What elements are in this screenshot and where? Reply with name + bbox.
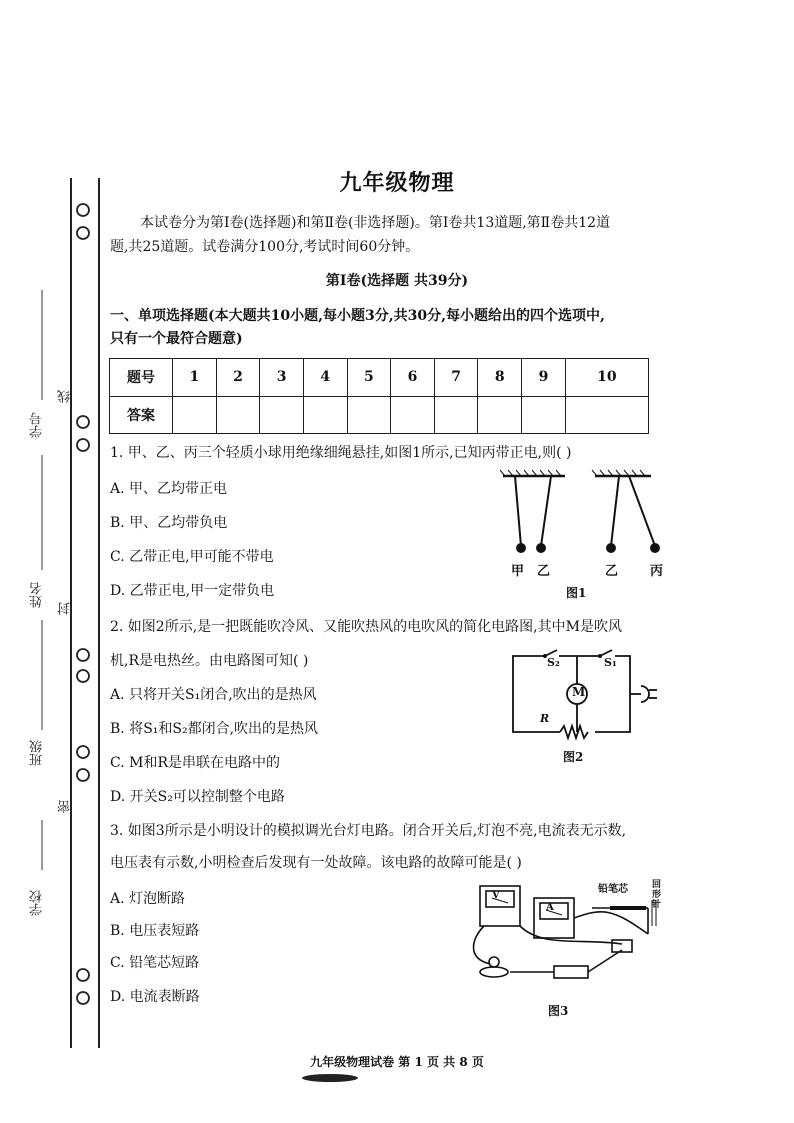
answer-table-number-row xyxy=(110,359,649,397)
fig3-ammeter: A xyxy=(546,902,554,913)
line-label: 线 xyxy=(58,390,73,403)
part-title-line-2: 只有一个最符合题意) xyxy=(110,331,243,347)
fig1-label-bing: 丙 xyxy=(650,564,664,579)
q1-option-d: D. 乙带正电,甲一定带负电 xyxy=(110,583,275,599)
q1-stem: 1. 甲、乙、丙三个轻质小球用绝缘细绳悬挂,如图1所示,已知丙带正电,则( ) xyxy=(110,445,572,461)
answer-cell[interactable] xyxy=(522,396,566,434)
page-footer: 九年级物理试卷 第 1 页 共 8 页 xyxy=(310,1055,484,1069)
answer-table-answer-row xyxy=(110,396,649,434)
answer-table-number: 1 xyxy=(173,359,217,397)
binding-hole xyxy=(77,670,89,682)
fig3-clip-label: 回形针 xyxy=(652,880,662,910)
answer-table-number: 8 xyxy=(478,359,522,397)
q2-option-b: B. 将S₁和S₂都闭合,吹出的是热风 xyxy=(110,721,319,737)
fig3-caption: 图3 xyxy=(548,1004,569,1018)
q2-option-d: D. 开关S₂可以控制整个电路 xyxy=(110,789,285,805)
answer-cell[interactable] xyxy=(347,396,391,434)
seal-label: 封 xyxy=(58,602,73,615)
answer-cell[interactable] xyxy=(565,396,648,434)
answer-table-number: 4 xyxy=(303,359,347,397)
fig1-caption: 图1 xyxy=(566,586,587,600)
binding-hole xyxy=(77,746,89,758)
intro-line-1: 本试卷分为第Ⅰ卷(选择题)和第Ⅱ卷(非选择题)。第Ⅰ卷共13道题,第Ⅱ卷共12道 xyxy=(140,215,611,231)
fig2-label-s1: S₁ xyxy=(604,656,617,669)
fig1-label-yi-right: 乙 xyxy=(605,564,619,579)
answer-table-number: 7 xyxy=(434,359,478,397)
class-label: 班级 xyxy=(30,740,45,766)
q2-option-c: C. M和R是串联在电路中的 xyxy=(110,755,280,771)
answer-table-number: 5 xyxy=(347,359,391,397)
answer-table-number: 2 xyxy=(216,359,260,397)
q1-option-c: C. 乙带正电,甲可能不带电 xyxy=(110,549,274,565)
fig2-caption: 图2 xyxy=(563,750,584,764)
q3-option-a: A. 灯泡断路 xyxy=(110,891,186,907)
binding-hole xyxy=(77,204,89,216)
figure-1 xyxy=(495,468,675,568)
footer-smudge xyxy=(300,1070,360,1084)
answer-cell[interactable] xyxy=(478,396,522,434)
binding-hole xyxy=(77,649,89,661)
q2-stem-line-2: 机,R是电热丝。由电路图可知( ) xyxy=(110,653,309,669)
fold-label: 密 xyxy=(58,800,73,813)
name-label: 姓名 xyxy=(30,582,45,608)
fig2-label-s2: S₂ xyxy=(547,656,560,669)
intro-line-2: 题,共25道题。试卷满分100分,考试时间60分钟。 xyxy=(110,239,420,255)
school-label: 学校 xyxy=(30,890,45,916)
part-title-line-1: 一、单项选择题(本大题共10小题,每小题3分,共30分,每小题给出的四个选项中, xyxy=(110,308,605,324)
q3-option-c: C. 铅笔芯短路 xyxy=(110,955,200,971)
q3-stem-line-2: 电压表有示数,小明检查后发现有一处故障。该电路的故障可能是( ) xyxy=(110,855,522,871)
answer-table-number-label: 题号 xyxy=(110,359,173,397)
fig2-label-r: R xyxy=(540,712,550,725)
q1-option-a: A. 甲、乙均带正电 xyxy=(110,481,228,497)
fig3-voltmeter: V xyxy=(492,890,500,901)
answer-table-number: 3 xyxy=(260,359,304,397)
q1-option-b: B. 甲、乙均带负电 xyxy=(110,515,228,531)
answer-cell[interactable] xyxy=(303,396,347,434)
q3-option-b: B. 电压表短路 xyxy=(110,923,200,939)
fig2-label-m: M xyxy=(572,685,586,699)
student-id-label: 学号 xyxy=(30,412,45,438)
answer-table-number: 6 xyxy=(391,359,435,397)
fig3-pencil-label: 铅笔芯 xyxy=(598,884,628,895)
q3-stem-line-1: 3. 如图3所示是小明设计的模拟调光台灯电路。闭合开关后,灯泡不亮,电流表无示数, xyxy=(110,823,627,839)
answer-cell[interactable] xyxy=(216,396,260,434)
binding-hole xyxy=(77,416,89,428)
q3-option-d: D. 电流表断路 xyxy=(110,989,200,1005)
page-title: 九年级物理 xyxy=(339,170,455,196)
answer-table-answer-label: 答案 xyxy=(110,396,173,434)
answer-cell[interactable] xyxy=(173,396,217,434)
binding-hole xyxy=(77,439,89,451)
answer-cell[interactable] xyxy=(391,396,435,434)
answer-cell[interactable] xyxy=(434,396,478,434)
answer-table xyxy=(109,358,649,434)
q2-stem-line-1: 2. 如图2所示,是一把既能吹冷风、又能吹热风的电吹风的简化电路图,其中M是吹风 xyxy=(110,619,622,635)
fig1-label-yi-left: 乙 xyxy=(537,564,551,579)
answer-table-number: 10 xyxy=(565,359,648,397)
answer-cell[interactable] xyxy=(260,396,304,434)
section-title: 第Ⅰ卷(选择题 共39分) xyxy=(325,273,469,289)
answer-table-number: 9 xyxy=(522,359,566,397)
binding-hole xyxy=(77,769,89,781)
binding-hole xyxy=(77,227,89,239)
binding-hole xyxy=(77,992,89,1004)
binding-hole xyxy=(77,969,89,981)
fig1-label-jia: 甲 xyxy=(511,564,525,579)
q2-option-a: A. 只将开关S₁闭合,吹出的是热风 xyxy=(110,687,317,703)
